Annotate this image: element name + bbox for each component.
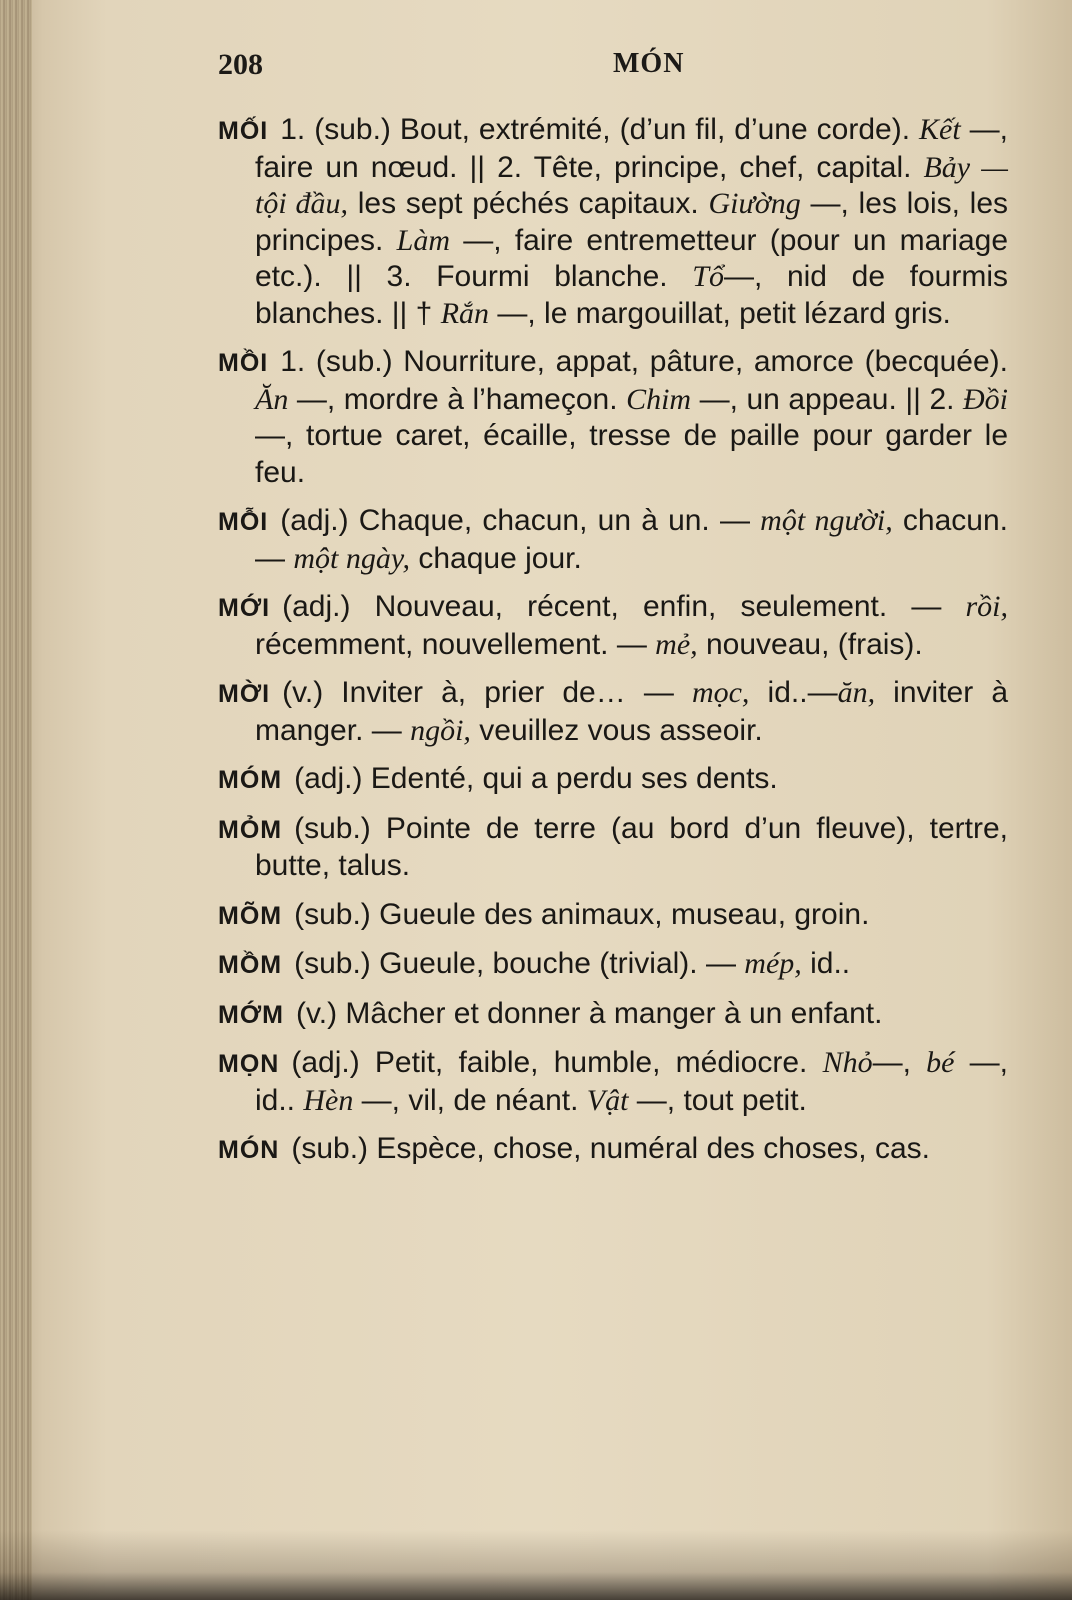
entry-example: Làm [396,223,450,257]
entry-example: Đồi [963,382,1008,416]
entry-text: inviter à manger. — [255,676,1009,747]
dictionary-entry [218,1045,1008,1119]
dictionary-entry [218,344,1008,491]
entry-example: một người, [760,504,893,537]
entry-text: chacun. — [255,504,1008,575]
entry-example: Giường [708,187,801,220]
entry-text: 1. (sub.) Nourriture, appat, pâture, amorce (becquée). [280,345,1008,378]
entry-text: (sub.) Pointe de terre (au bord d’un fleuve), tertre, butte, talus. [255,811,1008,882]
entry-text: —, un appeau. || 2. [691,382,963,416]
entry-headword: MÕM [218,901,283,930]
entry-text: (adj.) Petit, faible, humble, médiocre. [291,1046,823,1079]
entry-text: —, faire entremetteur (pour un mariage etc.). || 3. Fourmi blanche. [255,223,1008,293]
entry-text: —, faire un nœud. || 2. Tête, principe, chef, capital. [255,113,1009,184]
entry-headword: MỜI [218,680,271,708]
entry-text: 1. (sub.) Bout, extrémité, (d’un fil, d’une corde). [280,113,920,146]
entry-text: id.. [801,947,851,980]
entry-example: Ăn [255,382,289,416]
entry-example: mọc, [691,676,750,709]
entry-text: —, mordre à l’hameçon. [288,382,627,416]
entry-text: —, le margouillat, petit lézard gris. [489,296,951,330]
dictionary-entry [218,503,1008,577]
entry-example: ngồi, [410,713,471,747]
entry-text: (sub.) Gueule, bouche (trivial). — [294,947,745,980]
dictionary-entry [218,996,1008,1034]
entry-text: (adj.) Chaque, chacun, un à un. — [280,504,761,537]
page-gutter [0,0,32,1600]
dictionary-entry [218,1131,1008,1169]
entry-headword: MỐI [218,117,269,145]
entry-text: nouveau, (frais). [697,627,923,661]
entry-text: (adj.) Nouveau, récent, enfin, seulement. — [282,590,966,623]
page-number: 208 [218,48,263,81]
entry-text: (v.) Mâcher et donner à manger à un enfant. [295,996,883,1030]
entry-text: (sub.) Espèce, chose, numéral des choses, cas. [291,1132,930,1165]
entry-headword: MỚI [218,594,271,622]
entry-example: ăn, [837,676,876,709]
dictionary-entry [218,897,1008,935]
entry-headword: MÓN [218,1136,280,1164]
entry-text: —, tortue caret, écaille, tresse de paille pour garder le feu. [255,419,1008,489]
entry-example: Nhỏ [822,1046,873,1079]
entry-text: (sub.) Gueule des animaux, museau, groin. [294,897,870,931]
entry-example: Chim [626,382,692,416]
entry-text: (adj.) Edenté, qui a perdu ses dents. [294,762,778,795]
entry-example: mẻ, [655,627,698,661]
dictionary-entry [218,761,1008,799]
entry-text: les sept péchés capitaux. [348,187,709,220]
entry-headword: MÓM [218,766,283,794]
page-header [218,48,1008,88]
entry-text: (v.) Inviter à, prier de… — [282,676,692,709]
entry-example: Kết [919,113,961,146]
entry-headword: MỒM [218,951,283,979]
entry-example: Bảy — tội đầu, [255,150,1008,220]
entry-text: —, [872,1046,927,1079]
dictionary-entry [218,589,1008,663]
dictionary-entry [218,811,1008,885]
entry-headword: MỌN [218,1050,280,1078]
entry-text: id..— [749,676,838,709]
entry-example: Vật [586,1083,629,1117]
entry-text: veuillez vous asseoir. [470,713,763,747]
entry-text: récemment, nouvellement. — [255,627,656,661]
page-bottom-shadow [0,1530,1072,1600]
entry-headword: MỖI [218,508,269,536]
entry-example: rồi, [965,590,1008,623]
entry-text: —, les lois, les principes. [255,187,1009,257]
entry-example: Hèn [303,1083,354,1117]
entry-example: một ngày, [293,541,411,575]
entry-text: —, tout petit. [628,1083,807,1117]
dictionary-entry [218,946,1008,984]
entry-example: Tổ [692,260,724,293]
entry-example: Rắn [440,296,490,330]
entry-headword: MỒI [218,349,269,377]
entry-text: —, vil, de néant. [353,1083,587,1117]
entry-headword: MỎM [218,815,283,844]
running-head: MÓN [613,48,685,79]
entry-example: bé [926,1046,955,1079]
entry-text: chaque jour. [410,541,582,575]
dictionary-entry [218,112,1008,332]
dictionary-entries [218,112,1008,1181]
entry-headword: MỚM [218,1000,284,1029]
entry-text: —, nid de fourmis blanches. || † [255,260,1008,330]
dictionary-entry [218,675,1008,749]
entry-text: —, id.. [255,1046,1009,1117]
entry-example: mép, [744,947,802,980]
